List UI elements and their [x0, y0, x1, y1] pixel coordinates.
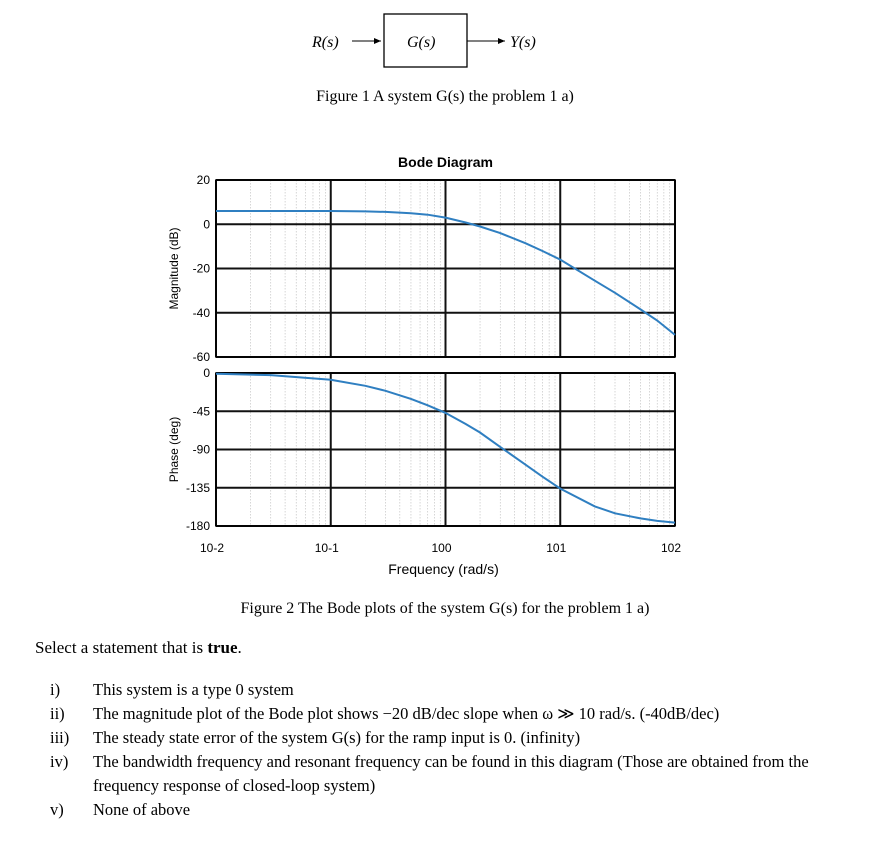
option-item	[50, 678, 870, 702]
x-tick-label: 100	[431, 541, 452, 555]
option-text: This system is a type 0 system	[93, 680, 294, 699]
option-item	[50, 726, 870, 750]
option-number: iv)	[50, 752, 69, 771]
option-number: v)	[50, 800, 64, 819]
option-item	[50, 702, 870, 726]
input-signal-label: R(s)	[312, 34, 339, 51]
chart-title: Bode Diagram	[398, 154, 493, 170]
output-signal-label: Y(s)	[510, 34, 536, 51]
x-tick-label: 10-2	[199, 541, 225, 555]
figure2-caption: Figure 2 The Bode plots of the system G(s) for the problem 1 a)	[240, 600, 650, 617]
x-axis-label: Frequency (rad/s)	[388, 561, 499, 577]
magnitude-y-tick-label: 0	[203, 217, 210, 232]
magnitude-y-tick-label: -60	[192, 350, 210, 364]
option-number: i)	[50, 680, 61, 699]
magnitude-y-tick-label: -20	[192, 261, 210, 276]
magnitude-y-tick-label: 20	[196, 173, 210, 187]
block-diagram	[0, 0, 890, 80]
prompt-end: .	[237, 638, 242, 657]
option-item	[50, 798, 870, 822]
magnitude-y-axis-label: Magnitude (dB)	[167, 227, 181, 310]
phase-y-tick-label: -90	[192, 442, 210, 457]
phase-y-tick-label: 0	[203, 366, 210, 380]
option-item	[50, 750, 870, 798]
prompt-emphasis: true	[207, 638, 238, 657]
x-tick-label: 10-1	[314, 541, 339, 555]
system-block-label: G(s)	[407, 34, 436, 51]
magnitude-y-tick-label: -40	[192, 305, 210, 320]
option-text: The steady state error of the system G(s) for the ramp input is 0. (infinity)	[93, 728, 581, 747]
phase-y-tick-label: -135	[185, 480, 210, 495]
options-list	[50, 678, 870, 822]
option-text: None of above	[93, 800, 191, 819]
x-tick-label: 101	[546, 541, 567, 555]
x-tick-label: 102	[660, 541, 682, 555]
option-number: ii)	[50, 704, 65, 723]
phase-y-tick-label: -45	[192, 404, 210, 419]
option-text: The bandwidth frequency and resonant frequency can be found in this diagram (Those are obtained from the frequency response of closed-loop system)	[93, 752, 809, 795]
question-prompt	[35, 638, 242, 658]
phase-y-tick-label: -180	[185, 519, 210, 533]
bode-diagram	[0, 140, 890, 590]
figure1-caption: Figure 1 A system G(s) the problem 1 a)	[316, 88, 574, 105]
option-number: iii)	[50, 728, 70, 747]
phase-y-axis-label: Phase (deg)	[167, 416, 181, 483]
option-text: The magnitude plot of the Bode plot shows −20 dB/dec slope when ω ≫ 10 rad/s. (-40dB/dec)	[93, 704, 720, 723]
prompt-text: Select a statement that is	[35, 638, 208, 657]
